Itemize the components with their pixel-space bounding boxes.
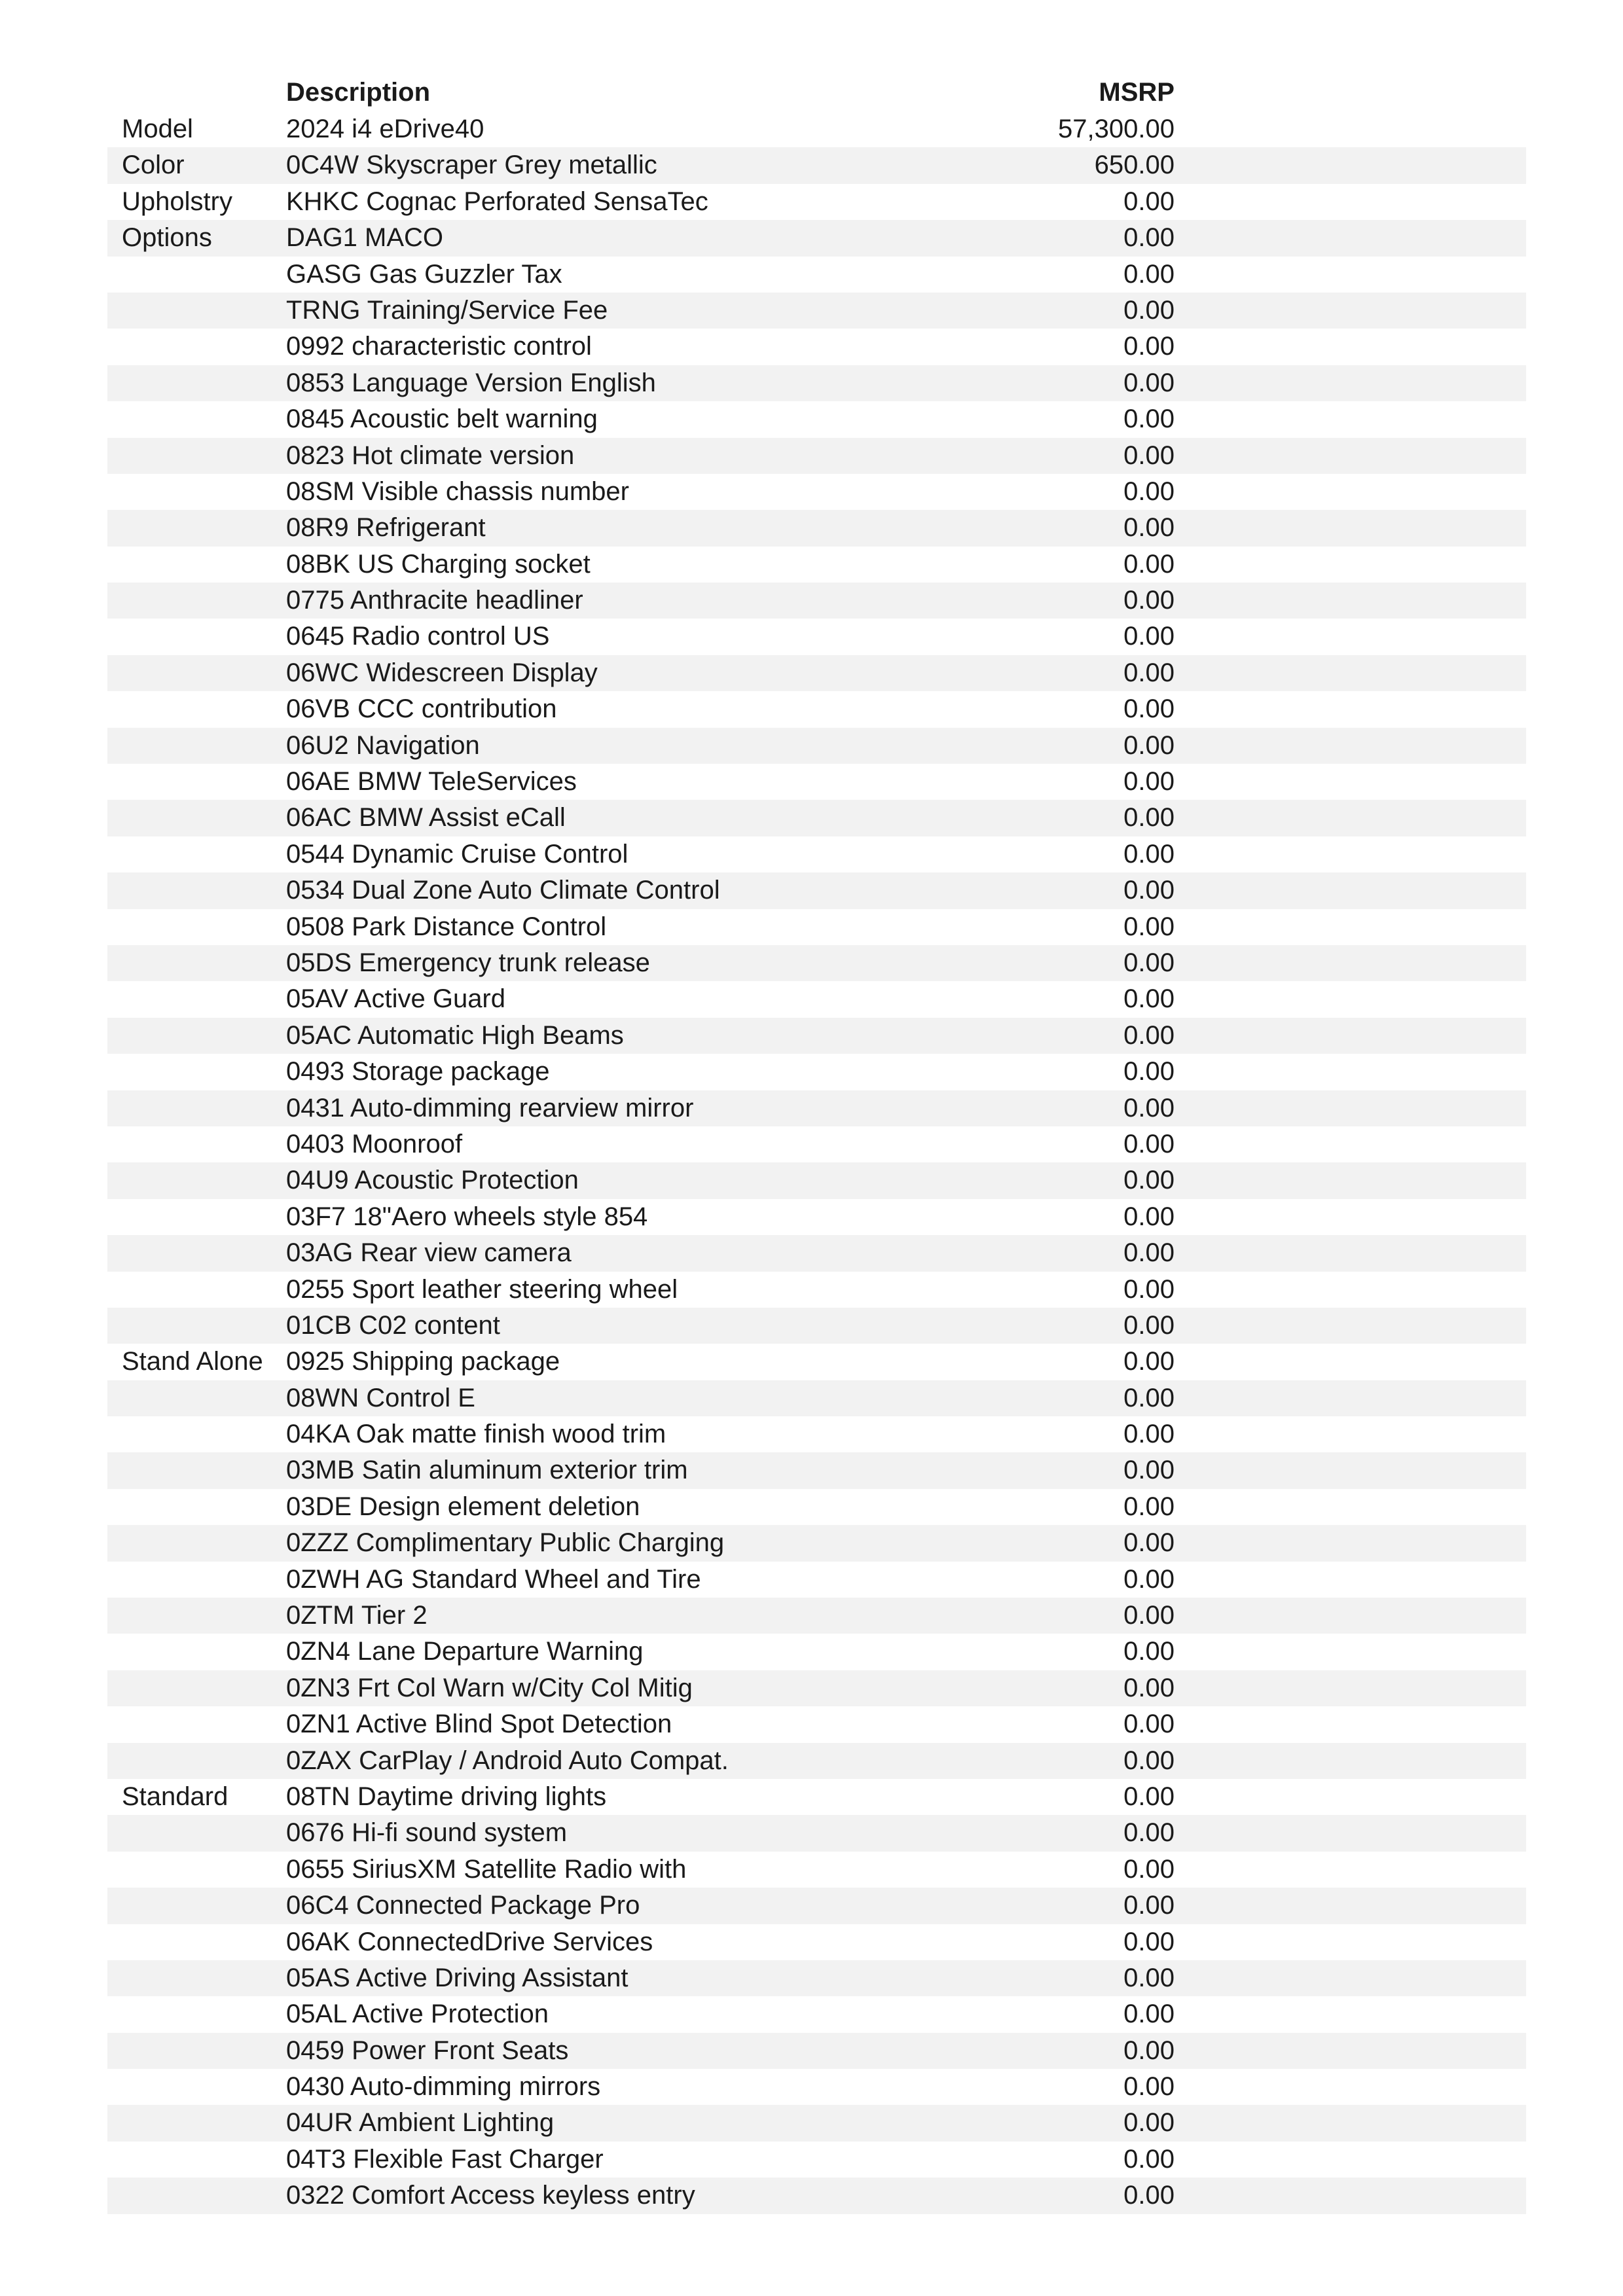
row-description: 05AS Active Driving Assistant (286, 1963, 629, 1992)
table-row (107, 365, 1526, 401)
table-row (107, 764, 1526, 800)
row-description: TRNG Training/Service Fee (286, 295, 608, 325)
row-msrp: 0.00 (1123, 1782, 1175, 1811)
row-msrp: 0.00 (1123, 368, 1175, 397)
table-row (107, 1416, 1526, 1452)
row-category (122, 1598, 285, 1634)
row-description: 05AV Active Guard (286, 984, 505, 1014)
row-msrp: 0.00 (1123, 1601, 1175, 1630)
row-msrp: 0.00 (1123, 1963, 1175, 1992)
row-description: 06U2 Navigation (286, 730, 480, 760)
table-row (107, 691, 1526, 727)
row-category (122, 547, 285, 583)
row-msrp: 57,300.00 (1058, 115, 1175, 143)
table-row (107, 1960, 1526, 1996)
table-row (107, 872, 1526, 908)
table-row (107, 836, 1526, 872)
table-row (107, 1090, 1526, 1126)
row-msrp: 0.00 (1123, 1456, 1175, 1485)
table-row (107, 293, 1526, 329)
row-description: 03MB Satin aluminum exterior trim (286, 1456, 688, 1485)
row-msrp: 0.00 (1123, 622, 1175, 651)
row-category (122, 1452, 285, 1488)
row-category (122, 1054, 285, 1090)
row-msrp: 0.00 (1123, 187, 1175, 216)
table-row (107, 1489, 1526, 1525)
table-row (107, 1815, 1526, 1851)
row-description: 04T3 Flexible Fast Charger (286, 2144, 604, 2174)
row-category (122, 401, 285, 437)
row-category (122, 909, 285, 945)
row-description: 01CB C02 content (286, 1310, 500, 1340)
table-row (107, 945, 1526, 981)
table-row (107, 2142, 1526, 2178)
row-description: 0992 characteristic control (286, 332, 592, 361)
row-description: 0255 Sport leather steering wheel (286, 1274, 678, 1304)
table-row (107, 2105, 1526, 2141)
row-category (122, 1634, 285, 1670)
row-category: Standard (122, 1782, 228, 1811)
row-description: 05AL Active Protection (286, 2000, 549, 2029)
row-description: 0544 Dynamic Cruise Control (286, 839, 629, 869)
row-category (122, 1706, 285, 1742)
row-msrp: 0.00 (1123, 1347, 1175, 1376)
row-description: 04KA Oak matte finish wood trim (286, 1420, 666, 1449)
description-header: Description (286, 78, 431, 107)
table-row (107, 1452, 1526, 1488)
row-msrp: 0.00 (1123, 404, 1175, 434)
row-description: 0431 Auto-dimming rearview mirror (286, 1093, 694, 1122)
row-description: 0493 Storage package (286, 1057, 550, 1086)
row-msrp: 0.00 (1123, 803, 1175, 833)
row-description: 0ZZZ Complimentary Public Charging (286, 1528, 725, 1558)
table-row (107, 220, 1526, 256)
table-row (107, 1018, 1526, 1054)
row-msrp: 0.00 (1123, 1020, 1175, 1050)
row-msrp: 0.00 (1123, 1129, 1175, 1158)
row-description: GASG Gas Guzzler Tax (286, 259, 562, 289)
row-msrp: 0.00 (1123, 694, 1175, 724)
row-description: 0ZN3 Frt Col Warn w/City Col Mitig (286, 1673, 693, 1702)
row-msrp: 0.00 (1123, 1891, 1175, 1920)
table-row (107, 1525, 1526, 1561)
row-description: 0853 Language Version English (286, 368, 656, 397)
row-msrp: 0.00 (1123, 223, 1175, 253)
row-msrp: 0.00 (1123, 2072, 1175, 2102)
row-category (122, 872, 285, 908)
table-row (107, 1199, 1526, 1235)
table-row (107, 1670, 1526, 1706)
row-category (122, 1924, 285, 1960)
row-description: 03DE Design element deletion (286, 1492, 640, 1521)
row-msrp: 0.00 (1123, 1854, 1175, 1884)
row-description: 0775 Anthracite headliner (286, 586, 583, 615)
msrp-header: MSRP (1099, 78, 1175, 107)
row-msrp: 0.00 (1123, 2036, 1175, 2065)
table-row (107, 1272, 1526, 1308)
row-description: 06WC Widescreen Display (286, 658, 598, 687)
table-row (107, 1852, 1526, 1888)
row-category (122, 1562, 285, 1598)
row-description: 06C4 Connected Package Pro (286, 1891, 640, 1920)
row-description: 0645 Radio control US (286, 622, 550, 651)
row-description: 03AG Rear view camera (286, 1238, 572, 1268)
table-row (107, 111, 1526, 147)
row-msrp: 0.00 (1123, 1710, 1175, 1739)
row-msrp: 0.00 (1123, 1057, 1175, 1086)
row-description: 04U9 Acoustic Protection (286, 1166, 579, 1195)
row-description: 03F7 18"Aero wheels style 854 (286, 1202, 648, 1231)
table-row (107, 800, 1526, 836)
row-category (122, 1489, 285, 1525)
row-category (122, 1888, 285, 1924)
row-description: 06AC BMW Assist eCall (286, 803, 566, 833)
row-description: 0C4W Skyscraper Grey metallic (286, 151, 657, 180)
table-row (107, 583, 1526, 619)
row-category (122, 1090, 285, 1126)
row-description: 0845 Acoustic belt warning (286, 404, 598, 434)
table-row (107, 1996, 1526, 2032)
row-description: 0430 Auto-dimming mirrors (286, 2072, 601, 2102)
row-category (122, 1272, 285, 1308)
row-category (122, 1199, 285, 1235)
row-description: 2024 i4 eDrive40 (286, 115, 484, 143)
row-msrp: 650.00 (1094, 151, 1175, 180)
row-description: DAG1 MACO (286, 223, 444, 253)
row-category (122, 836, 285, 872)
row-category (122, 981, 285, 1017)
row-category (122, 1380, 285, 1416)
row-category (122, 438, 285, 474)
row-description: 06VB CCC contribution (286, 694, 557, 724)
row-msrp: 0.00 (1123, 1492, 1175, 1521)
row-msrp: 0.00 (1123, 1202, 1175, 1231)
table-row (107, 329, 1526, 365)
row-description: 08SM Visible chassis number (286, 476, 629, 506)
row-msrp: 0.00 (1123, 1166, 1175, 1195)
row-msrp: 0.00 (1123, 440, 1175, 470)
row-category: Model (122, 115, 193, 143)
row-description: 0ZAX CarPlay / Android Auto Compat. (286, 1746, 729, 1775)
row-category: Upholstry (122, 187, 232, 216)
row-msrp: 0.00 (1123, 513, 1175, 543)
row-category (122, 1416, 285, 1452)
table-row (107, 1888, 1526, 1924)
row-description: 0ZWH AG Standard Wheel and Tire (286, 1564, 701, 1594)
row-category: Color (122, 151, 185, 180)
row-category: Stand Alone (122, 1347, 263, 1376)
row-msrp: 0.00 (1123, 2108, 1175, 2138)
row-msrp: 0.00 (1123, 2000, 1175, 2029)
row-msrp: 0.00 (1123, 2181, 1175, 2210)
row-msrp: 0.00 (1123, 1238, 1175, 1268)
row-msrp: 0.00 (1123, 2144, 1175, 2174)
table-row (107, 655, 1526, 691)
row-description: 0823 Hot climate version (286, 440, 575, 470)
row-category (122, 2178, 285, 2214)
table-row (107, 2069, 1526, 2105)
row-msrp: 0.00 (1123, 1564, 1175, 1594)
row-description: 0ZN1 Active Blind Spot Detection (286, 1710, 672, 1739)
row-msrp: 0.00 (1123, 948, 1175, 977)
row-description: 0322 Comfort Access keyless entry (286, 2181, 695, 2210)
row-msrp: 0.00 (1123, 912, 1175, 941)
row-category (122, 1670, 285, 1706)
row-category (122, 2069, 285, 2105)
row-msrp: 0.00 (1123, 332, 1175, 361)
row-category (122, 945, 285, 981)
row-description: 04UR Ambient Lighting (286, 2108, 555, 2138)
table-row (107, 474, 1526, 510)
row-category (122, 2033, 285, 2069)
row-category (122, 800, 285, 836)
table-row (107, 1344, 1526, 1380)
row-description: 0459 Power Front Seats (286, 2036, 569, 2065)
table-row (107, 981, 1526, 1017)
row-msrp: 0.00 (1123, 1420, 1175, 1449)
row-description: 0676 Hi-fi sound system (286, 1818, 568, 1848)
table-row (107, 1126, 1526, 1162)
row-description: 06AE BMW TeleServices (286, 767, 577, 797)
table-row (107, 1162, 1526, 1198)
row-msrp: 0.00 (1123, 259, 1175, 289)
table-row (107, 1743, 1526, 1779)
row-msrp: 0.00 (1123, 476, 1175, 506)
row-description: 08WN Control E (286, 1383, 475, 1412)
row-msrp: 0.00 (1123, 1746, 1175, 1775)
row-category (122, 474, 285, 510)
row-description: 0925 Shipping package (286, 1347, 560, 1376)
table-row (107, 1598, 1526, 1634)
table-row (107, 1054, 1526, 1090)
row-msrp: 0.00 (1123, 658, 1175, 687)
row-category (122, 583, 285, 619)
table-row (107, 1706, 1526, 1742)
row-category (122, 2142, 285, 2178)
row-category (122, 728, 285, 764)
table-row (107, 401, 1526, 437)
table-row (107, 1308, 1526, 1344)
row-msrp: 0.00 (1123, 1093, 1175, 1122)
row-msrp: 0.00 (1123, 767, 1175, 797)
row-category (122, 1743, 285, 1779)
row-category (122, 1960, 285, 1996)
row-category (122, 1162, 285, 1198)
row-category: Options (122, 223, 212, 253)
line-items-table (107, 111, 1526, 2214)
table-row (107, 438, 1526, 474)
row-category (122, 1018, 285, 1054)
row-description: 0508 Park Distance Control (286, 912, 607, 941)
row-msrp: 0.00 (1123, 984, 1175, 1014)
table-row (107, 1924, 1526, 1960)
row-msrp: 0.00 (1123, 1528, 1175, 1558)
table-row (107, 1235, 1526, 1271)
table-row (107, 1634, 1526, 1670)
row-msrp: 0.00 (1123, 549, 1175, 579)
table-row (107, 728, 1526, 764)
table-row (107, 1562, 1526, 1598)
row-msrp: 0.00 (1123, 1818, 1175, 1848)
row-description: 0534 Dual Zone Auto Climate Control (286, 876, 720, 905)
row-category (122, 293, 285, 329)
row-category (122, 1235, 285, 1271)
row-category (122, 365, 285, 401)
row-description: 08R9 Refrigerant (286, 513, 486, 543)
row-category (122, 329, 285, 365)
table-row (107, 2033, 1526, 2069)
table-row (107, 619, 1526, 655)
table-row (107, 147, 1526, 183)
table-row (107, 547, 1526, 583)
row-description: 08BK US Charging socket (286, 549, 591, 579)
row-category (122, 1852, 285, 1888)
row-msrp: 0.00 (1123, 1637, 1175, 1666)
row-msrp: 0.00 (1123, 1383, 1175, 1412)
row-description: 0655 SiriusXM Satellite Radio with (286, 1854, 687, 1884)
table-row (107, 909, 1526, 945)
row-description: 05AC Automatic High Beams (286, 1020, 624, 1050)
row-msrp: 0.00 (1123, 1274, 1175, 1304)
row-category (122, 691, 285, 727)
row-category (122, 1996, 285, 2032)
row-description: 05DS Emergency trunk release (286, 948, 650, 977)
row-description: 0ZN4 Lane Departure Warning (286, 1637, 644, 1666)
row-category (122, 655, 285, 691)
row-msrp: 0.00 (1123, 1310, 1175, 1340)
table-row (107, 184, 1526, 220)
row-description: 0ZTM Tier 2 (286, 1601, 428, 1630)
row-description: 06AK ConnectedDrive Services (286, 1927, 653, 1956)
row-category (122, 2105, 285, 2141)
row-msrp: 0.00 (1123, 1927, 1175, 1956)
row-category (122, 510, 285, 546)
row-category (122, 1815, 285, 1851)
row-category (122, 257, 285, 293)
row-category (122, 619, 285, 655)
row-msrp: 0.00 (1123, 586, 1175, 615)
row-category (122, 764, 285, 800)
row-description: 08TN Daytime driving lights (286, 1782, 607, 1811)
table-row (107, 1779, 1526, 1815)
row-msrp: 0.00 (1123, 876, 1175, 905)
row-category (122, 1308, 285, 1344)
row-msrp: 0.00 (1123, 730, 1175, 760)
table-row (107, 1380, 1526, 1416)
row-msrp: 0.00 (1123, 1673, 1175, 1702)
table-row (107, 510, 1526, 546)
table-row (107, 257, 1526, 293)
row-msrp: 0.00 (1123, 839, 1175, 869)
row-msrp: 0.00 (1123, 295, 1175, 325)
row-category (122, 1525, 285, 1561)
row-category (122, 1126, 285, 1162)
row-description: 0403 Moonroof (286, 1129, 463, 1158)
row-description: KHKC Cognac Perforated SensaTec (286, 187, 708, 216)
table-row (107, 2178, 1526, 2214)
